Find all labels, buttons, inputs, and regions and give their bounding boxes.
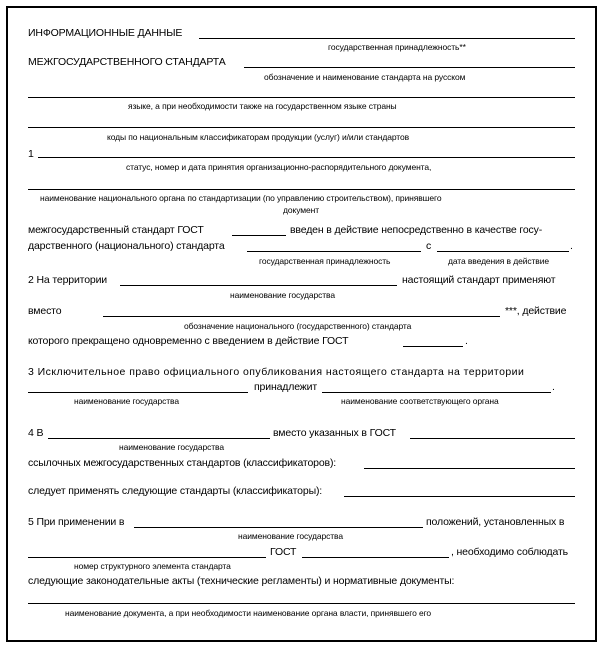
blank-line (437, 251, 569, 252)
blank-line (364, 468, 575, 469)
text-gost-standard: межгосударственный стандарт ГОСТ (28, 224, 204, 236)
blank-line (322, 392, 551, 393)
blank-line (28, 189, 575, 190)
text-period-2: . (465, 335, 468, 347)
text-reference-standards: ссылочных межгосударственных стандартов (классификаторов): (28, 457, 337, 469)
blank-line (410, 438, 575, 439)
blank-line (302, 557, 449, 558)
blank-line (28, 557, 266, 558)
text-must-comply: , необходимо соблюдать (451, 546, 568, 558)
caption-state-name-2: наименование государства (74, 396, 180, 406)
text-item3-exclusive-right: 3 Исключительное право официального опубликования настоящего стандарта на территории (28, 366, 525, 378)
blank-line (247, 251, 421, 252)
caption-authority-name: наименование соответствующего органа (341, 396, 499, 406)
text-gost: ГОСТ (270, 546, 297, 558)
blank-line (134, 527, 423, 528)
caption-state-name-3: наименование государства (119, 442, 225, 452)
blank-line (28, 392, 248, 393)
text-enacted-directly: введен в действие непосредственно в качестве госу- (290, 224, 543, 236)
caption-national-standard: обозначение национального (государственного) стандарта (184, 321, 412, 331)
blank-line (120, 285, 397, 286)
caption-national-body: наименование национального органа по стандартизации (по управлению строительством), принявшего (40, 193, 442, 203)
caption-document: документ (283, 205, 320, 215)
text-legislative-acts: следующие законодательные акты (технические регламенты) и нормативные документы: (28, 575, 455, 587)
text-instead-in-gost: вместо указанных в ГОСТ (273, 427, 396, 439)
caption-classifier-codes: коды по национальным классификаторам продукции (услуг) и/или стандартов (107, 132, 410, 142)
blank-line (244, 67, 575, 68)
text-terminated: которого прекращено одновременно с введением в действие ГОСТ (28, 335, 349, 347)
blank-line (28, 127, 575, 128)
text-state-standard: дарственного (национального) стандарта (28, 240, 225, 252)
text-provisions: положений, установленных в (426, 516, 565, 528)
caption-state-affiliation-2: государственная принадлежность (259, 256, 391, 266)
text-standard-applied: настоящий стандарт применяют (402, 274, 556, 286)
blank-line (28, 97, 575, 98)
caption-state-affiliation: государственная принадлежность** (328, 42, 466, 52)
caption-status-document: статус, номер и дата принятия организационно-распорядительного документа, (126, 162, 432, 172)
blank-line (48, 438, 270, 439)
title-info-data: ИНФОРМАЦИОННЫЕ ДАННЫЕ (28, 27, 183, 39)
text-apply-standards: следует применять следующие стандарты (классификаторы): (28, 485, 323, 497)
text-action: ***, действие (505, 305, 567, 317)
text-item4-in: 4 В (28, 427, 44, 439)
blank-line (344, 496, 575, 497)
blank-line (199, 38, 575, 39)
blank-line (28, 603, 575, 604)
caption-standard-designation: обозначение и наименование стандарта на русском (264, 72, 466, 82)
blank-line (38, 157, 575, 158)
caption-structural-element: номер структурного элемента стандарта (74, 561, 231, 571)
blank-line (232, 235, 286, 236)
text-item2-territory: 2 На территории (28, 274, 108, 286)
caption-document-name: наименование документа, а при необходимости наименование органа власти, принявшего его (65, 608, 432, 618)
caption-state-name-4: наименование государства (238, 531, 344, 541)
item-number-1: 1 (28, 148, 34, 160)
text-period: . (570, 240, 573, 252)
text-period-3: . (552, 381, 555, 393)
text-instead: вместо (28, 305, 62, 317)
caption-language: языке, а при необходимости также на государственном языке страны (128, 101, 397, 111)
caption-state-name: наименование государства (230, 290, 336, 300)
title-interstate-standard: МЕЖГОСУДАРСТВЕННОГО СТАНДАРТА (28, 56, 226, 68)
blank-line (103, 316, 500, 317)
caption-effective-date: дата введения в действие (448, 256, 550, 266)
text-item5-applying: 5 При применении в (28, 516, 125, 528)
text-from: с (426, 240, 432, 252)
text-belongs: принадлежит (254, 381, 318, 393)
blank-line (403, 346, 463, 347)
